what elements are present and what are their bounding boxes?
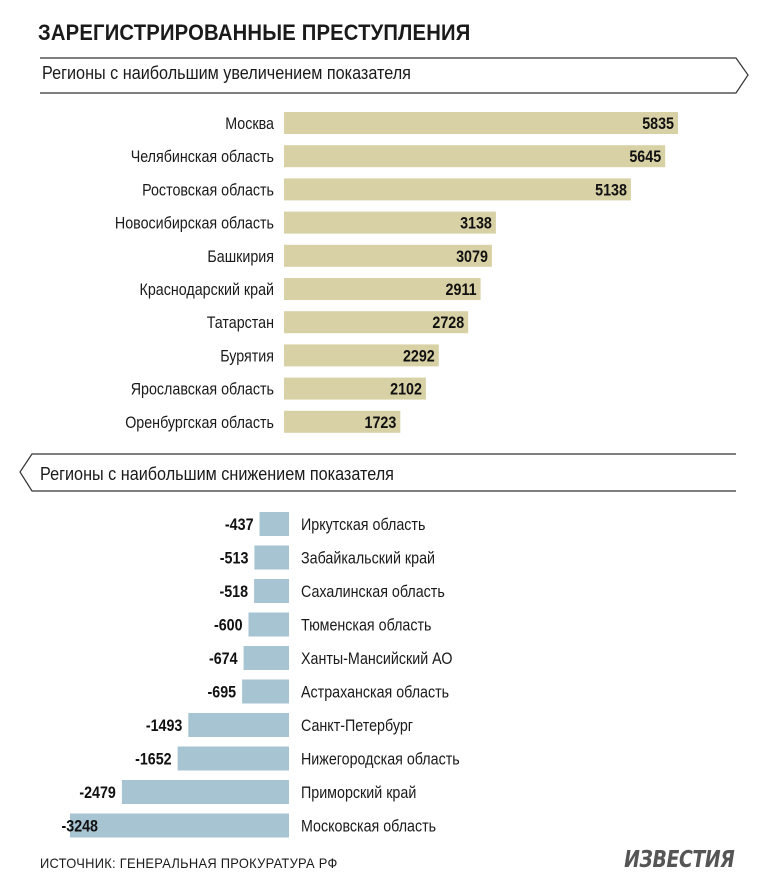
increase-value-label: 2292 [402,346,435,366]
increase-section-title: Регионы с наибольшим увеличением показателя [42,63,411,83]
increase-category-label: Бурятия [220,346,274,366]
decrease-bar [244,646,289,670]
decrease-bar [254,546,289,570]
decrease-bar [249,613,290,637]
decrease-category-label: Московская область [301,816,437,836]
increase-bar [284,112,678,134]
increase-value-label: 5835 [642,114,674,133]
increase-category-label: Оренбургская область [125,412,275,432]
decrease-bar [260,512,290,536]
increase-value-label: 3079 [456,246,488,266]
increase-category-label: Краснодарский край [139,280,274,299]
decrease-value-label: -513 [219,548,249,568]
increase-value-label: 3138 [460,213,492,233]
decrease-bar [254,579,289,603]
increase-category-label: Ярославская область [130,379,275,399]
source-note: ИСТОЧНИК: ГЕНЕРАЛЬНАЯ ПРОКУРАТУРА РФ [40,855,338,871]
increase-category-label: Башкирия [207,246,274,266]
increase-value-label: 2911 [445,280,477,299]
decrease-category-label: Нижегородская область [301,749,460,769]
decrease-category-label: Санкт-Петербург [301,716,413,735]
decrease-category-label: Тюменская область [301,615,432,635]
increase-value-label: 2728 [432,313,465,333]
decrease-value-label: -1652 [135,749,172,769]
decrease-value-label: -674 [208,649,239,668]
decrease-bar [188,713,289,737]
decrease-value-label: -518 [219,582,249,601]
increase-value-label: 2102 [390,379,422,399]
decrease-category-label: Астраханская область [301,682,450,702]
decrease-value-label: -695 [207,682,237,702]
increase-category-label: Новосибирская область [114,213,275,233]
increase-value-label: 5645 [629,147,662,167]
chart-title: ЗАРЕГИСТРИРОВАННЫЕ ПРЕСТУПЛЕНИЯ [38,20,471,45]
decrease-bar [122,780,289,804]
decrease-value-label: -437 [224,515,254,534]
increase-category-label: Ростовская область [142,180,275,200]
increase-value-label: 5138 [595,180,627,200]
decrease-value-label: -3248 [61,816,98,836]
increase-category-label: Челябинская область [130,147,275,167]
increase-bar [284,178,631,200]
decrease-category-label: Забайкальский край [301,548,435,568]
decrease-category-label: Сахалинская область [301,582,445,601]
decrease-category-label: Ханты-Мансийский АО [301,649,453,668]
decrease-bar [242,680,289,704]
increase-category-label: Татарстан [206,313,274,333]
increase-category-label: Москва [225,114,275,133]
decrease-value-label: -1493 [145,716,183,735]
decrease-value-label: -600 [213,615,243,635]
izvestia-logo: ИЗВЕСТИЯ [623,847,734,873]
decrease-bar [178,747,289,771]
decrease-value-label: -2479 [79,783,116,802]
decrease-category-label: Иркутская область [301,515,426,534]
decrease-category-label: Приморский край [301,783,417,802]
increase-value-label: 1723 [364,412,397,432]
decrease-section-title: Регионы с наибольшим снижением показателя [40,464,394,484]
decrease-bar [70,814,289,838]
increase-bar [284,145,665,167]
